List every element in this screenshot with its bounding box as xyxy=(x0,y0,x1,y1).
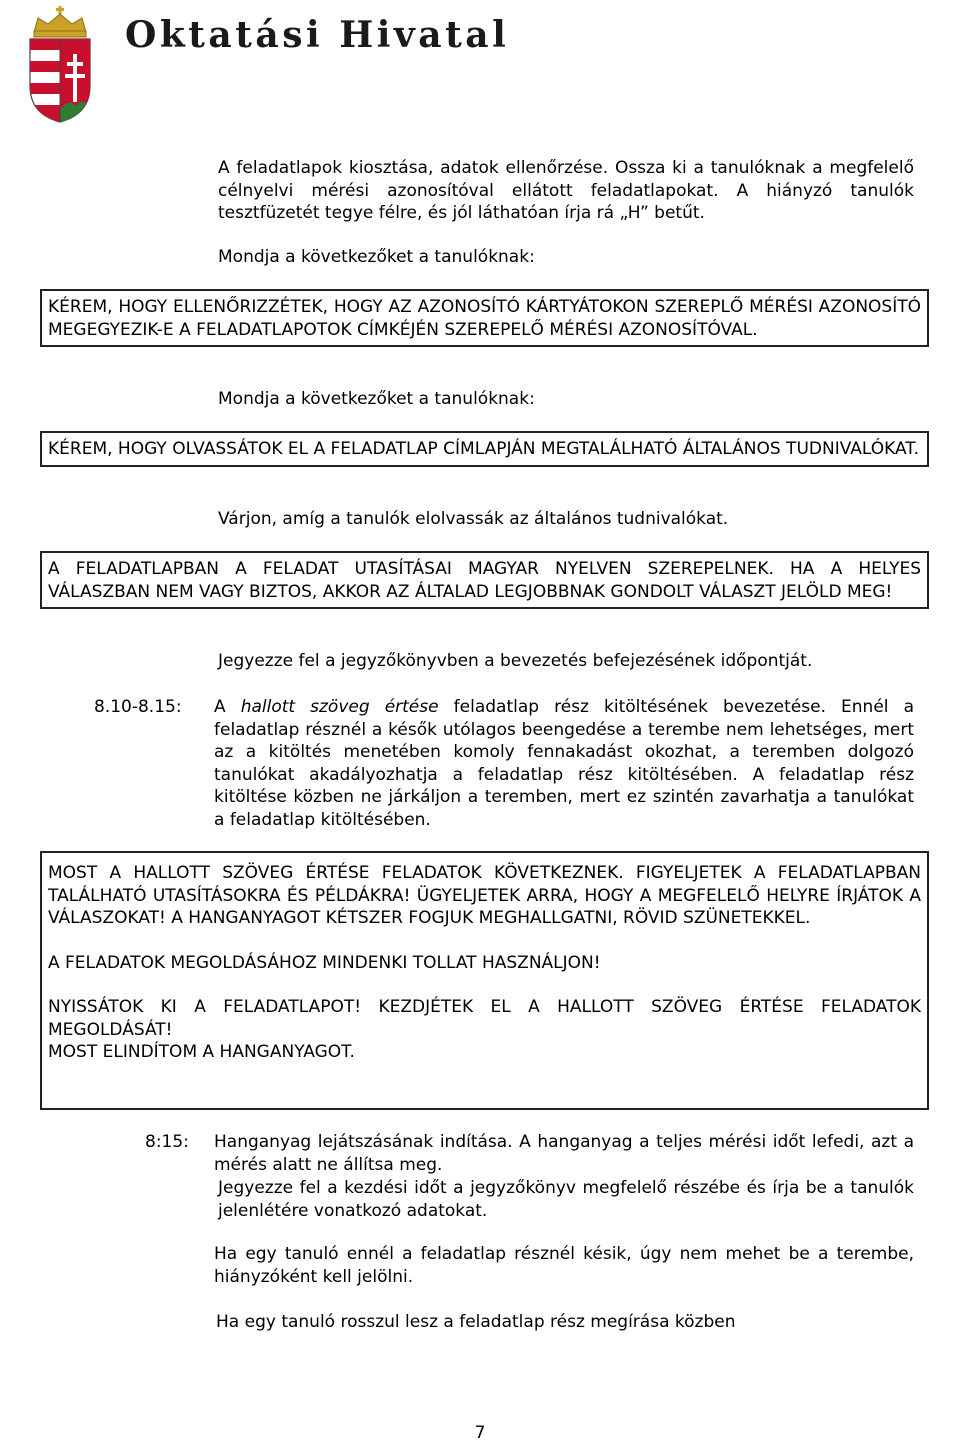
script-box-id-check xyxy=(40,289,929,347)
organization-name: Oktatási Hivatal xyxy=(125,14,510,56)
time-label-815: 8:15: xyxy=(145,1132,189,1152)
sick-student-paragraph: Ha egy tanuló rosszul lesz a feladatlap rész megírása közben xyxy=(216,1312,736,1332)
wait-instruction: Várjon, amíg a tanulók elolvassák az általános tudnivalókat. xyxy=(218,509,729,529)
listening-intro-lead: A xyxy=(214,697,241,717)
script-box-listening-start xyxy=(40,851,929,1110)
script-box-id-check-text: KÉREM, HOGY ELLENŐRIZZÉTEK, HOGY AZ AZONOSÍTÓ KÁRTYÁTOKON SZEREPLŐ MÉRÉSI AZONOSÍTÓ MEGEGYEZIK-E A FELADATLAPOTOK CÍMKÉJÉN SZEREPELŐ MÉRÉSI AZONOSÍTÓVAL. xyxy=(48,297,921,340)
script-box-read-info xyxy=(40,431,929,467)
script-box-listening-para3a: NYISSÁTOK KI A FELADATLAPOT! KEZDJÉTEK EL A HALLOTT SZÖVEG ÉRTÉSE FELADATOK MEGOLDÁSÁT! xyxy=(48,997,921,1040)
listening-intro-rest: feladatlap rész kitöltésének bevezetése. Ennél a feladatlap résznél a késők utólagos beengedése a terembe nem lehetséges, mert az a kitöltés menetében komoly fennakadást okozhat, a teremben dolgozó tanulókat akadályozhatja a feladatlap rész kitöltésében. A feladatlap rész kitöltése közben ne járkáljon a teremben, mert ez szintén zavarhatja a tanulókat a feladatlap kitöltésében. xyxy=(214,697,914,830)
listening-intro-paragraph xyxy=(214,696,914,831)
audio-start-paragraph: Hanganyag lejátszásának indítása. A hanganyag a teljes mérési időt lefedi, azt a mérés alatt ne állítsa meg. xyxy=(214,1132,914,1175)
listening-intro-italic: hallott szöveg értése xyxy=(240,697,439,717)
time-label-810: 8.10-8.15: xyxy=(94,697,182,717)
script-box-read-info-text: KÉREM, HOGY OLVASSÁTOK EL A FELADATLAP CÍMLAPJÁN MEGTALÁLHATÓ ÁLTALÁNOS TUDNIVALÓKAT. xyxy=(48,439,920,459)
script-box-listening-para3b: MOST ELINDÍTOM A HANGANYAGOT. xyxy=(48,1042,355,1062)
script-box-listening-para2: A FELADATOK MEGOLDÁSÁHOZ MINDENKI TOLLAT HASZNÁLJON! xyxy=(48,952,601,973)
instruction-say-1: Mondja a következőket a tanulóknak: xyxy=(218,247,535,267)
script-box-language-note xyxy=(40,551,929,609)
script-box-listening-para3 xyxy=(48,996,921,1064)
record-intro-end: Jegyezze fel a jegyzőkönyvben a bevezetés befejezésének időpontját. xyxy=(218,651,813,671)
script-box-listening-para1: MOST A HALLOTT SZÖVEG ÉRTÉSE FELADATOK KÖVETKEZNEK. FIGYELJETEK A FELADATLAPBAN TALÁLHATÓ UTASÍTÁSOKRA ÉS PÉLDÁKRA! ÜGYELJETEK ARRA, HOGY A MEGFELELŐ HELYRE ÍRJÁTOK A VÁLASZOKAT! A HANGANYAGOT KÉTSZER FOGJUK MEGHALLGATNI, RÖVID SZÜNETEKKEL. xyxy=(48,863,921,928)
instruction-say-2: Mondja a következőket a tanulóknak: xyxy=(218,389,535,409)
script-box-language-note-text: A FELADATLAPBAN A FELADAT UTASÍTÁSAI MAGYAR NYELVEN SZEREPELNEK. HA A HELYES VÁLASZBAN NEM VAGY BIZTOS, AKKOR AZ ÁLTALAD LEGJOBBNAK GONDOLT VÁLASZT JELÖLD MEG! xyxy=(48,559,921,602)
page-number: 7 xyxy=(474,1423,486,1443)
late-student-paragraph: Ha egy tanuló ennél a feladatlap résznél késik, úgy nem mehet be a terembe, hiányzóként kell jelölni. xyxy=(214,1244,914,1287)
record-start-time-paragraph: Jegyezze fel a kezdési időt a jegyzőkönyv megfelelő részébe és írja be a tanulók jelenlétére vonatkozó adatokat. xyxy=(218,1178,914,1221)
coat-of-arms-icon xyxy=(24,6,96,124)
distribution-paragraph: A feladatlapok kiosztása, adatok ellenőrzése. Ossza ki a tanulóknak a megfelelő célnyelvi mérési azonosítóval ellátott feladatlapokat. A hiányzó tanulók tesztfüzetét tegye félre, és jól láthatóan írja rá „H” betűt. xyxy=(218,158,914,223)
